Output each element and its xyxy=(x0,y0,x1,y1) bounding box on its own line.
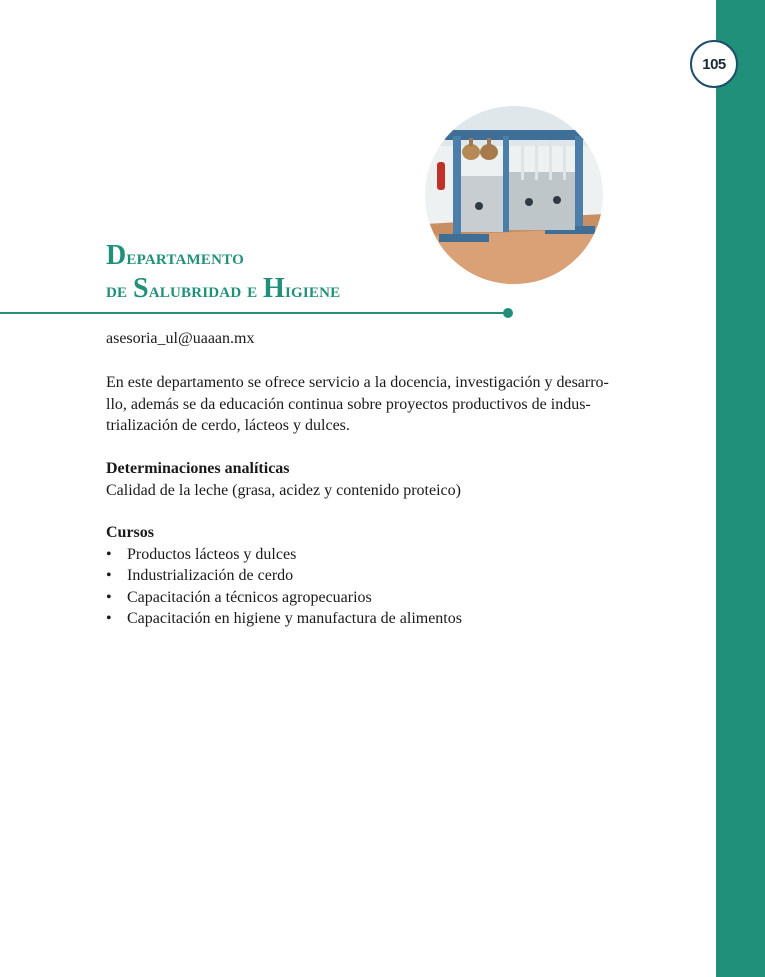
course-label: Capacitación a técnicos agropecuarios xyxy=(127,588,372,606)
courses-heading: Cursos xyxy=(106,524,155,541)
description-line-2: llo, además se da educación continua sobre proyectos productivos de indus- xyxy=(106,395,591,413)
title-initial-h: H xyxy=(262,273,285,304)
page-number-badge xyxy=(690,40,738,88)
title-divider-dot xyxy=(503,308,513,318)
title-word-e: e xyxy=(241,277,263,302)
page-number: 105 xyxy=(702,55,726,73)
title-word-departamento: epartamento xyxy=(126,244,244,269)
side-color-band xyxy=(716,0,765,977)
bullet-icon: • xyxy=(106,610,112,627)
analytics-section xyxy=(106,458,461,501)
course-label: Productos lácteos y dulces xyxy=(127,545,297,563)
analytics-heading: Determinaciones analíticas xyxy=(106,460,290,477)
courses-section xyxy=(106,522,462,630)
analytics-text: Calidad de la leche (grasa, acidez y contenido proteico) xyxy=(106,481,461,499)
bullet-icon: • xyxy=(106,545,112,563)
course-item xyxy=(106,565,462,587)
title-initial-d: D xyxy=(106,240,127,271)
title-word-salubridad: alubridad xyxy=(148,277,242,302)
course-item xyxy=(106,544,462,566)
course-label: Industrialización de cerdo xyxy=(127,567,294,584)
title-initial-s: S xyxy=(132,273,149,304)
department-title xyxy=(106,240,340,306)
title-word-higiene: igiene xyxy=(284,277,341,302)
description-paragraph xyxy=(106,372,638,437)
title-word-de: de xyxy=(106,277,133,302)
course-label: Capacitación en higiene y manufactura de alimentos xyxy=(127,610,462,627)
contact-email[interactable]: asesoria_ul@uaaan.mx xyxy=(106,330,255,347)
lab-equipment-photo xyxy=(425,106,603,284)
bullet-icon: • xyxy=(106,567,112,584)
title-divider-line xyxy=(0,312,508,314)
description-line-1: En este departamento se ofrece servicio a la docencia, investigación y desarro- xyxy=(106,374,609,391)
lab-equipment-illustration xyxy=(425,106,603,284)
course-item xyxy=(106,587,462,609)
bullet-icon: • xyxy=(106,588,112,606)
description-line-3: trialización de cerdo, lácteos y dulces. xyxy=(106,417,350,434)
courses-list xyxy=(106,544,462,630)
course-item xyxy=(106,608,462,630)
